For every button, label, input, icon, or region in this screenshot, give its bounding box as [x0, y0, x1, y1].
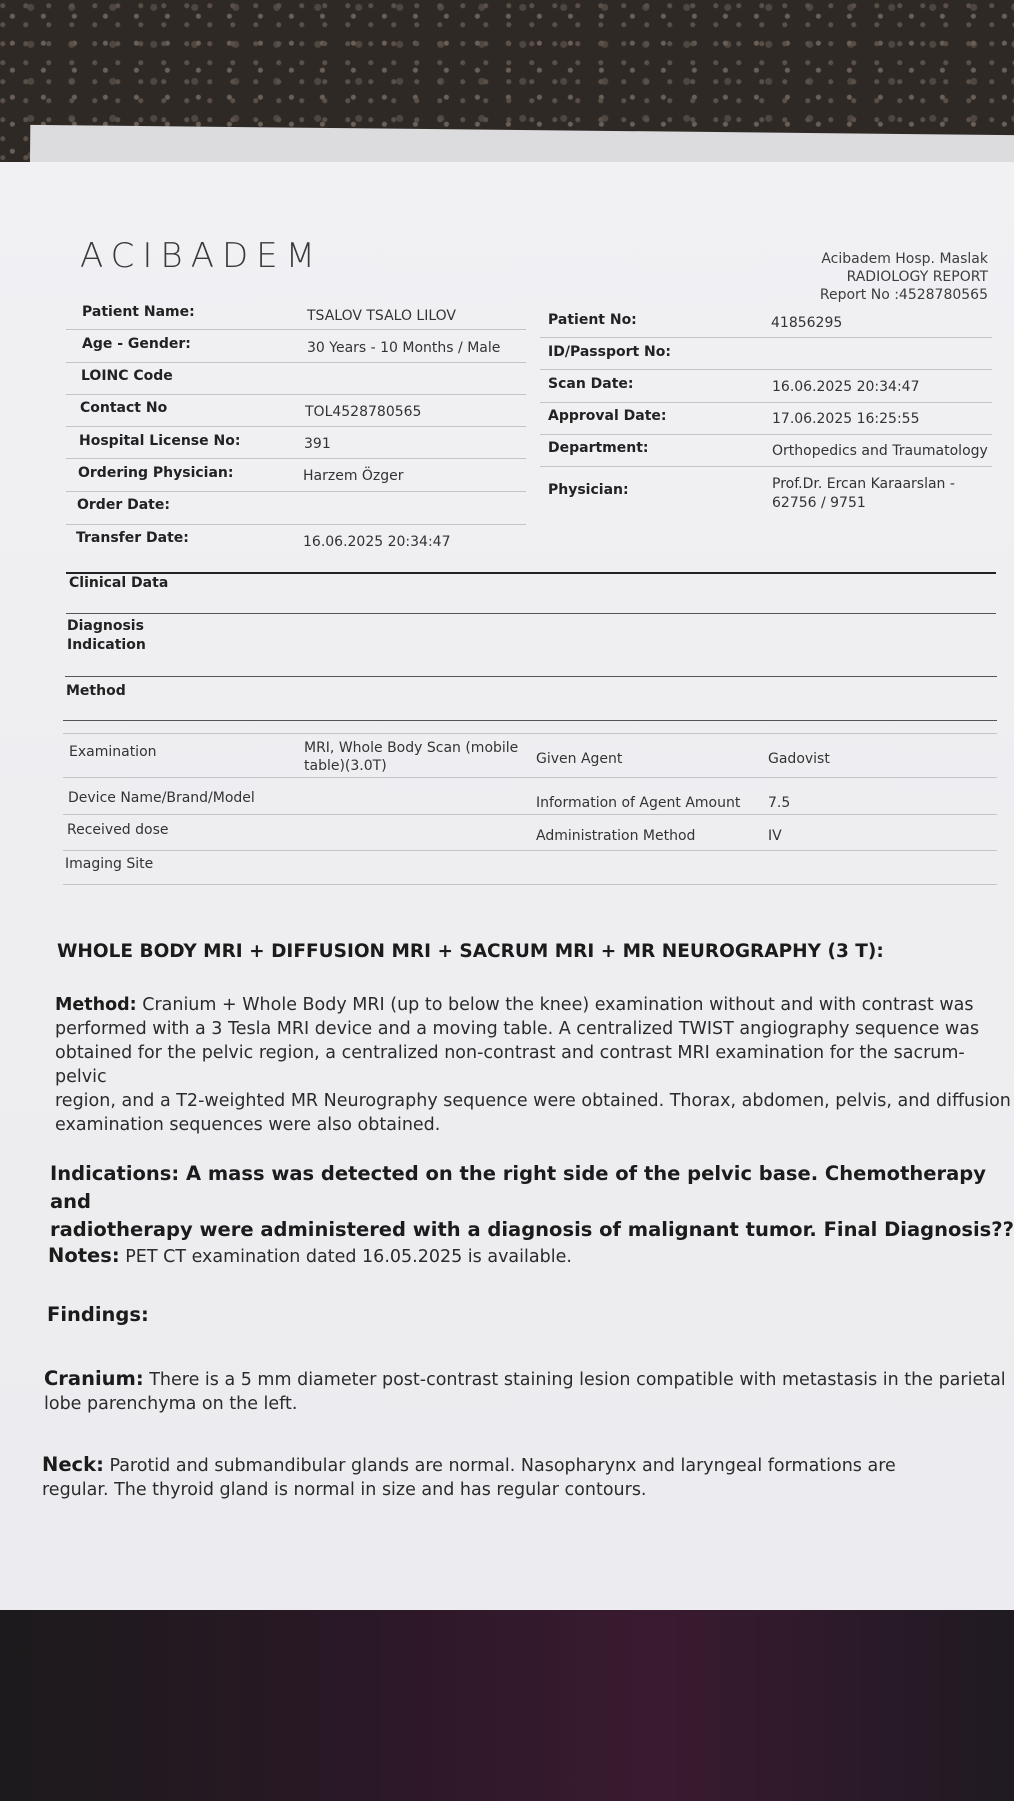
- cranium-line: [44, 1367, 1006, 1392]
- scan-date-value: 16.06.2025 20:34:47: [772, 379, 920, 395]
- imaging-site-label: Imaging Site: [65, 856, 154, 872]
- scan-date-label: Scan Date:: [548, 376, 634, 392]
- examination-line: table)(3.0T): [304, 758, 387, 774]
- device-label: Device Name/Brand/Model: [68, 790, 255, 806]
- clinical-data-heading: Clinical Data: [69, 575, 169, 591]
- department-value: Orthopedics and Traumatology: [772, 443, 988, 459]
- neck-paragraph: [42, 1453, 896, 1502]
- diagnosis-indication-heading: [67, 617, 146, 655]
- hospital-license-value: 391: [304, 436, 331, 452]
- method-line: region, and a T2-weighted MR Neurography sequence were obtained. Thorax, abdomen, pelvis, and diffusion: [55, 1091, 1011, 1111]
- cranium-text: There is a 5 mm diameter post-contrast staining lesion compatible with metastasis in the parietal: [143, 1370, 1006, 1390]
- method-line: obtained for the pelvic region, a centralized non-contrast and contrast MRI examination for the sacrum-pelvic: [55, 1043, 965, 1087]
- floor-background: [0, 1600, 1014, 1801]
- agent-amount-label: Information of Agent Amount: [536, 795, 741, 811]
- age-gender-value: 30 Years - 10 Months / Male: [307, 340, 501, 356]
- method-text: Cranium + Whole Body MRI (up to below the knee) examination without and with contrast was: [136, 995, 974, 1015]
- neck-text: Parotid and submandibular glands are normal. Nasopharynx and laryngeal formations are: [103, 1456, 896, 1476]
- divider: [66, 362, 526, 363]
- cranium-line: lobe parenchyma on the left.: [44, 1394, 298, 1414]
- approval-date-value: 17.06.2025 16:25:55: [772, 411, 920, 427]
- examination-value: [304, 739, 518, 775]
- method-paragraph: [55, 993, 1014, 1137]
- method-line: performed with a 3 Tesla MRI device and a moving table. A centralized TWIST angiography sequence was: [55, 1019, 980, 1039]
- transfer-date-label: Transfer Date:: [76, 530, 189, 546]
- divider: [63, 850, 997, 851]
- indications-line: Indications: A mass was detected on the right side of the pelvic base. Chemotherapy and: [50, 1162, 986, 1213]
- section-rule: [65, 676, 997, 677]
- divider: [66, 394, 526, 395]
- contact-no-value: TOL4528780565: [305, 404, 422, 420]
- divider: [66, 524, 526, 525]
- section-rule: [66, 572, 996, 574]
- method-line: [55, 993, 1014, 1017]
- indications-line: radiotherapy were administered with a diagnosis of malignant tumor. Final Diagnosis??: [50, 1218, 1014, 1241]
- section-rule: [63, 720, 997, 721]
- cranium-paragraph: [44, 1367, 1006, 1416]
- report-type: RADIOLOGY REPORT: [846, 269, 988, 285]
- department-label: Department:: [548, 440, 649, 456]
- received-dose-label: Received dose: [67, 822, 169, 838]
- approval-date-label: Approval Date:: [548, 408, 667, 424]
- divider: [66, 329, 526, 330]
- method-heading: Method: [66, 683, 126, 699]
- patient-name-value: TSALOV TSALO LILOV: [307, 308, 457, 324]
- findings-heading: Findings:: [47, 1303, 149, 1326]
- physician-code: 62756 / 9751: [772, 495, 866, 511]
- section-rule: [66, 613, 996, 614]
- divider: [66, 426, 526, 427]
- indications-paragraph: [50, 1160, 1014, 1244]
- given-agent-value: Gadovist: [768, 751, 830, 767]
- physician-label: Physician:: [548, 482, 629, 498]
- divider: [540, 337, 992, 338]
- patient-no-value: 41856295: [771, 315, 843, 331]
- neck-line: regular. The thyroid gland is normal in size and has regular contours.: [42, 1480, 647, 1500]
- hospital-license-label: Hospital License No:: [79, 433, 241, 449]
- divider: [66, 458, 526, 459]
- divider: [540, 402, 992, 403]
- notes-text: PET CT examination dated 16.05.2025 is available.: [119, 1247, 572, 1267]
- divider: [540, 369, 992, 370]
- ordering-physician-label: Ordering Physician:: [78, 465, 234, 481]
- physician-name: Prof.Dr. Ercan Karaarslan -: [772, 476, 955, 492]
- id-passport-label: ID/Passport No:: [548, 344, 671, 360]
- administration-method-value: IV: [768, 828, 782, 844]
- examination-line: MRI, Whole Body Scan (mobile: [304, 740, 519, 756]
- notes-paragraph: [48, 1244, 572, 1269]
- report-header-info: [820, 250, 988, 304]
- transfer-date-value: 16.06.2025 20:34:47: [303, 534, 451, 550]
- divider: [540, 466, 992, 467]
- hospital-logo: ACIBADEM: [80, 236, 323, 276]
- administration-method-label: Administration Method: [536, 828, 696, 844]
- cranium-label: Cranium:: [44, 1367, 144, 1390]
- loinc-code-label: LOINC Code: [81, 368, 173, 384]
- report-number: Report No :4528780565: [819, 287, 988, 303]
- method-label: Method:: [55, 995, 137, 1015]
- ordering-physician-value: Harzem Özger: [303, 468, 404, 484]
- patient-name-label: Patient Name:: [82, 304, 195, 320]
- age-gender-label: Age - Gender:: [82, 336, 191, 352]
- hospital-name: Acibadem Hosp. Maslak: [821, 251, 988, 267]
- neck-label: Neck:: [42, 1453, 104, 1476]
- divider: [63, 777, 997, 778]
- physician-value: [772, 475, 955, 513]
- neck-line: [42, 1453, 896, 1478]
- indication-label: Indication: [67, 637, 146, 653]
- divider: [66, 491, 526, 492]
- given-agent-label: Given Agent: [536, 751, 623, 767]
- agent-amount-value: 7.5: [768, 795, 791, 811]
- examination-label: Examination: [69, 744, 157, 760]
- divider: [63, 884, 997, 885]
- diagnosis-label: Diagnosis: [67, 618, 144, 634]
- report-title: WHOLE BODY MRI + DIFFUSION MRI + SACRUM MRI + MR NEUROGRAPHY (3 T):: [57, 941, 884, 962]
- patient-no-label: Patient No:: [548, 312, 637, 328]
- method-line: examination sequences were also obtained.: [55, 1115, 441, 1135]
- notes-label: Notes:: [48, 1244, 120, 1267]
- divider: [63, 814, 997, 815]
- divider: [63, 733, 997, 734]
- contact-no-label: Contact No: [80, 400, 168, 416]
- divider: [540, 434, 992, 435]
- order-date-label: Order Date:: [77, 497, 170, 513]
